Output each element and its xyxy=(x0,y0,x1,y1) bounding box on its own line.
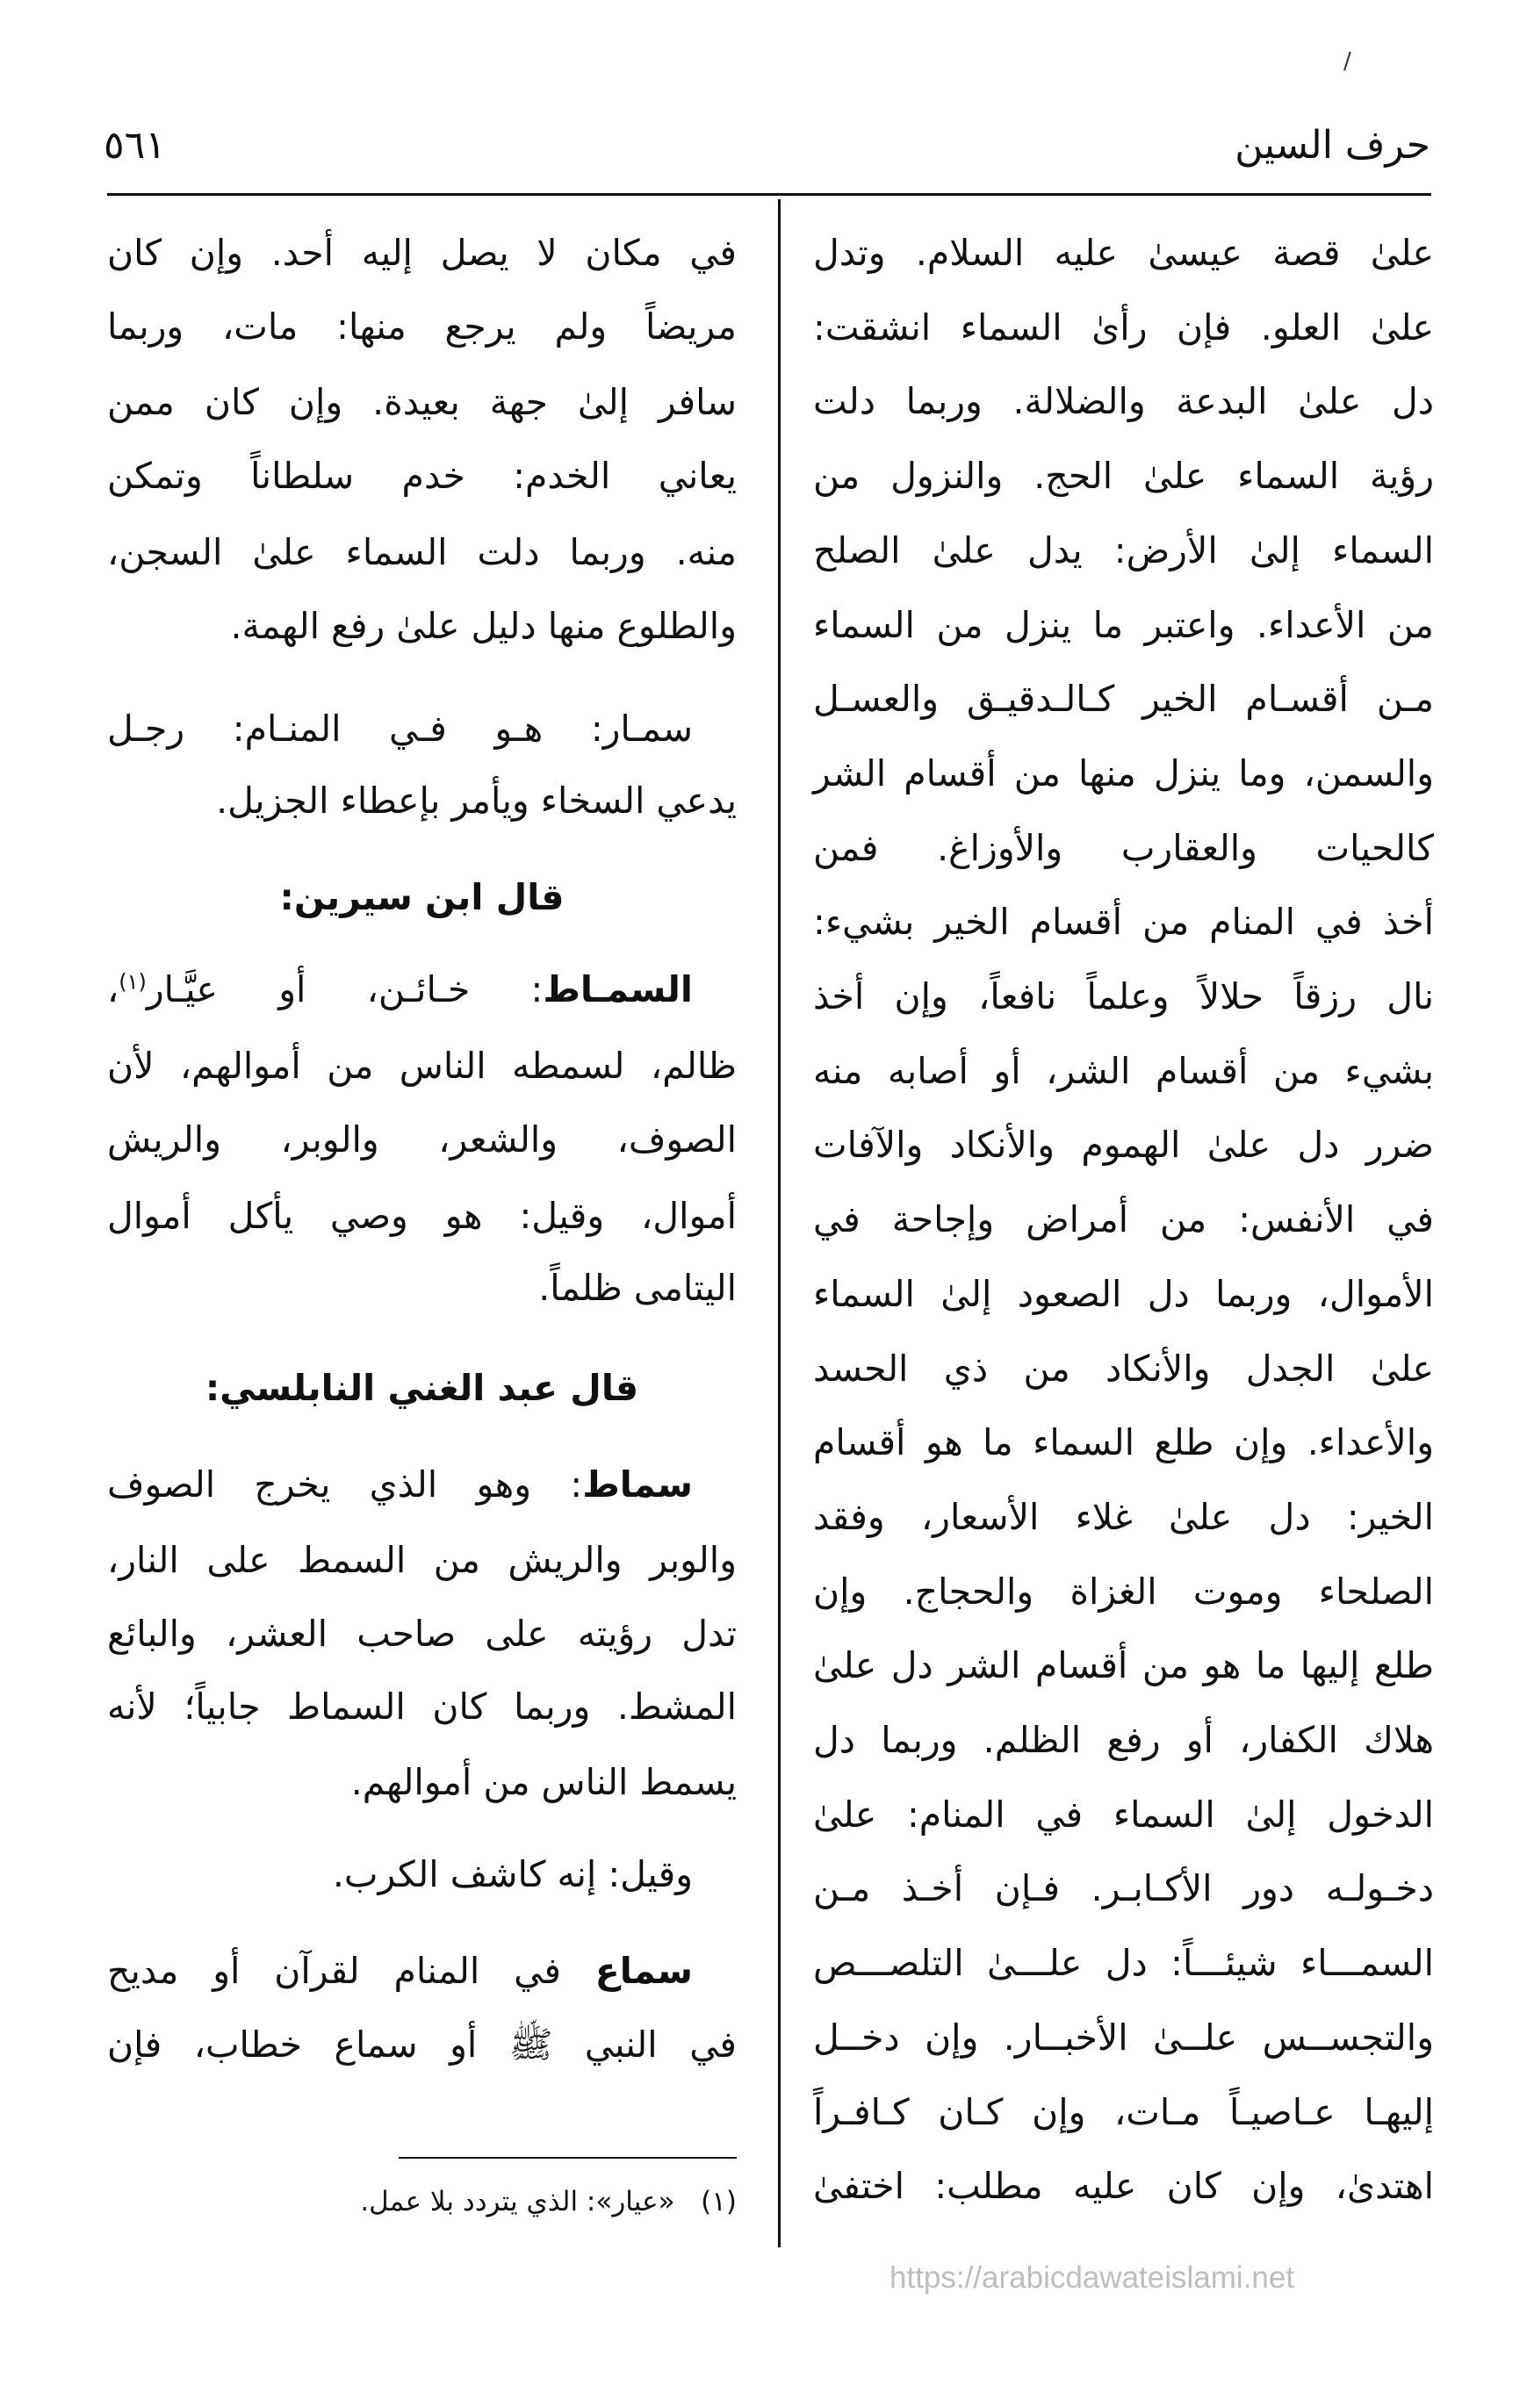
text-line: رؤية السماء علىٰ الحج. والنزول من xyxy=(813,455,1434,498)
text-line: الصوف، والشعر، والوبر، والريش xyxy=(107,1118,737,1161)
text-line: يعاني الخدم: خدم سلطاناً وتمكن xyxy=(107,455,737,497)
text-line: سماط: وهو الذي يخرج الصوف xyxy=(107,1463,693,1506)
section-heading: قال ابن سيرين: xyxy=(279,876,565,918)
text-line: سافر إلىٰ جهة بعيدة. وإن كان ممن xyxy=(107,381,737,423)
text-line: كالحيات والعقارب والأوزاغ. فمن xyxy=(813,826,1434,869)
text-line: والطلوع منها دليل علىٰ رفع الهمة. xyxy=(230,605,737,647)
entry-term: سماع xyxy=(594,1950,693,1992)
text-line: والسمن، وما ينزل منها من أقسام الشر xyxy=(813,751,1434,794)
text-line: يدعي السخاء ويأمر بإعطاء الجزيل. xyxy=(216,780,737,822)
text-line: في النبي ﷺ أو سماع خطاب، فإن xyxy=(107,2023,737,2066)
text-line: ضرر دل علىٰ الهموم والأنكاد والآفات xyxy=(813,1124,1434,1167)
text-line: أخذ في المنام من أقسام الخير بشيء: xyxy=(813,901,1434,944)
text-line: الأموال، وربما دل الصعود إلىٰ السماء xyxy=(813,1272,1434,1315)
header-rule xyxy=(107,193,1431,196)
entry-term: السمـاط xyxy=(543,968,693,1010)
text-line: في مكان لا يصل إليه أحد. وإن كان xyxy=(107,232,737,274)
text-line: تدل رؤيته على صاحب العشر، والبائع xyxy=(107,1613,737,1655)
text-line: من الأعداء. واعتبر ما ينزل من السماء xyxy=(813,603,1434,646)
text-line: مـن أقسـام الخير كـالـدقيـق والعسـل xyxy=(813,678,1434,721)
text-line: منه. وربما دلت السماء علىٰ السجن، xyxy=(107,531,737,573)
text-line: ظالم، لسمطه الناس من أموالهم، لأن xyxy=(107,1045,737,1087)
footnote xyxy=(107,2186,737,2218)
text-line: سمـار: هـو فـي المنـام: رجـل xyxy=(107,708,693,750)
footnote-rule xyxy=(399,2157,737,2159)
text-line: سماع في المنام لقرآن أو مديح xyxy=(107,1950,693,1992)
text-line: نال رزقاً حلالاً وعلماً نافعاً، وإن أخذ xyxy=(813,975,1434,1017)
text-line: علىٰ قصة عيسىٰ عليه السلام. وتدل xyxy=(813,232,1434,274)
text-line: اليتامى ظلماً. xyxy=(538,1267,737,1309)
text-line: بشيء من أقسام الشر، أو أصابه منه xyxy=(813,1049,1434,1092)
text-line: اهتدىٰ، وإن كان عليه مطلب: اختفىٰ xyxy=(813,2165,1434,2208)
text-line: علىٰ الجدل والأنكاد من ذي الحسد xyxy=(813,1347,1434,1390)
text-line: والتجســس علــىٰ الأخبــار. وإن دخــل xyxy=(813,2016,1434,2059)
text-line: هلاك الكفار، أو رفع الظلم. وربما دل xyxy=(813,1719,1434,1761)
text-line: مريضاً ولم يرجع منها: مات، وربما xyxy=(107,305,737,348)
text-line: في الأنفس: من أمراض وإجاحة في xyxy=(813,1198,1434,1241)
scan-mark: / xyxy=(1343,48,1351,75)
text-line: دل علىٰ البدعة والضلالة. وربما دلت xyxy=(813,380,1434,423)
footnote-text: «عيار»: الذي يتردد بلا عمل. xyxy=(360,2186,675,2218)
text-line: الصلحاء وموت الغزاة والحجاج. وإن xyxy=(813,1570,1434,1613)
entry-term: سماط xyxy=(582,1463,693,1506)
text-line: السمـاط: خـائـن، أو عيَّـار$^{(١)}$، xyxy=(107,968,693,1010)
text-line: والأعداء. وإن طلع السماء ما هو أقسام xyxy=(813,1421,1434,1464)
text-line: المشط. وربما كان السماط جابياً؛ لأنه xyxy=(107,1686,737,1728)
text-line: علىٰ العلو. فإن رأىٰ السماء انشقت: xyxy=(813,305,1434,349)
text-line: يسمط الناس من أموالهم. xyxy=(350,1761,737,1803)
text-line: السمـــاء شيئـــاً: دل علـــىٰ التلصـــص xyxy=(813,1942,1434,1985)
section-heading: قال عبد الغني النابلسي: xyxy=(205,1367,639,1409)
text-line: دخـولـه دور الأكـابـر. فـإن أخـذ مـن xyxy=(813,1867,1434,1910)
text-line: الخير: دل علىٰ غلاء الأسعار، وفقد xyxy=(813,1495,1434,1538)
text-line: إليهـا عـاصيـاً مـات، وإن كـان كـافـراً xyxy=(813,2090,1434,2133)
watermark-url: https://arabicdawateislami.net xyxy=(889,2261,1295,2295)
footnote-reference[interactable]: (١) xyxy=(119,969,147,995)
text-line: أموال، وقيل: هو وصي يأكل أموال xyxy=(107,1195,737,1237)
text-line: طلع إليها ما هو من أقسام الشر دل علىٰ xyxy=(813,1644,1434,1687)
text-line: والوبر والريش من السمط على النار، xyxy=(107,1539,737,1581)
column-divider xyxy=(778,199,781,2247)
text-line: الدخول إلىٰ السماء في المنام: علىٰ xyxy=(813,1793,1434,1836)
text-line: وقيل: إنه كاشف الكرب. xyxy=(332,1853,693,1895)
page-number: ٥٦١ xyxy=(104,123,166,168)
text-line: السماء إلىٰ الأرض: يدل علىٰ الصلح xyxy=(813,528,1434,571)
footnote-marker: (١) xyxy=(701,2186,737,2218)
running-header-title: حرف السين xyxy=(1235,123,1430,168)
